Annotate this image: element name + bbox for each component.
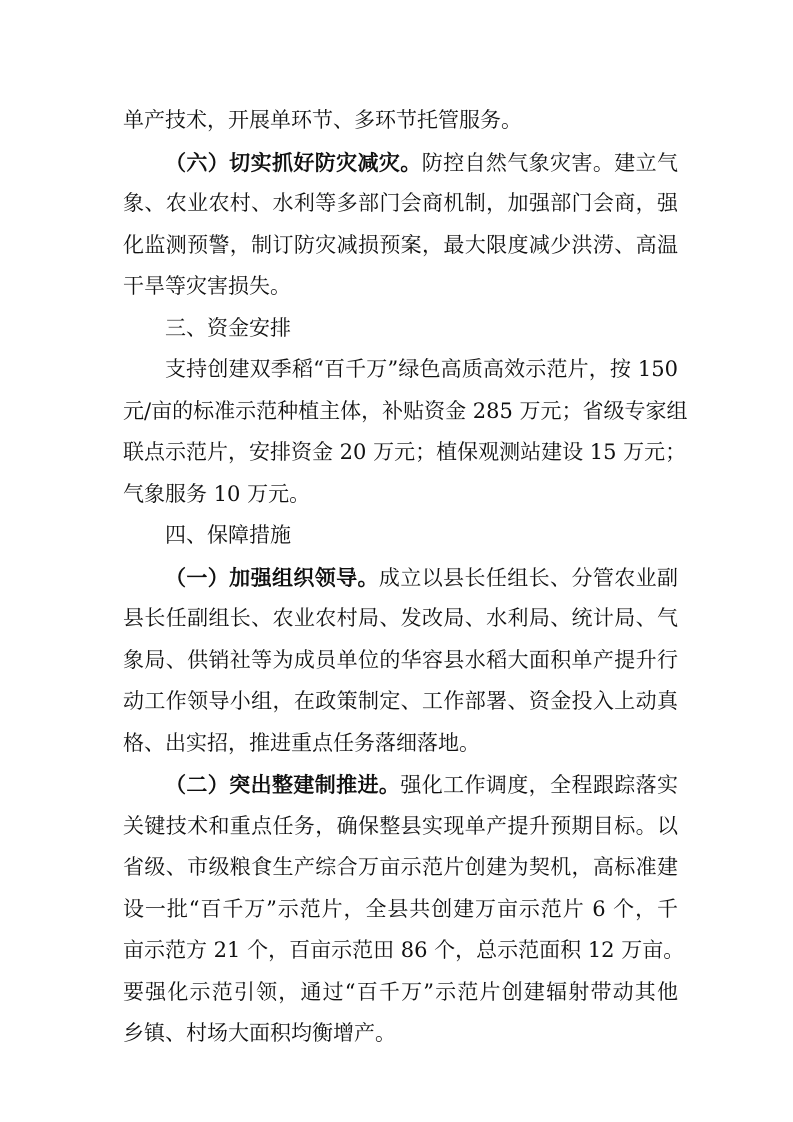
paragraph-text: 强化工作调度，全程跟踪落实 <box>400 773 679 797</box>
paragraph-line: 关键技术和重点任务，确保整县实现单产提升预期目标。以 <box>123 813 678 838</box>
section-heading: 三、资金安排 <box>165 315 291 340</box>
paragraph-line: 乡镇、村场大面积均衡增产。 <box>123 1021 396 1045</box>
paragraph-line: 格、出实招，推进重点任务落细落地。 <box>123 730 480 755</box>
paragraph-line: 设一批“百千万”示范片，全县共创建万亩示范片 6 个，千 <box>123 896 678 921</box>
paragraph-text: 防控自然气象灾害。建立气 <box>421 150 679 175</box>
paragraph-first-line <box>123 142 678 184</box>
paragraph-line: 单产技术，开展单环节、多环节托管服务。 <box>123 108 522 132</box>
paragraph-text: 成立以县长任组长、分管农业副 <box>378 565 679 590</box>
section-heading: 四、保障措施 <box>165 523 291 547</box>
paragraph-line: 联点示范片，安排资金 20 万元；植保观测站建设 15 万元； <box>123 440 687 464</box>
paragraph-line: 要强化示范引领，通过“百千万”示范片创建辐射带动其他 <box>123 979 678 1004</box>
paragraph-first-line <box>123 764 678 806</box>
paragraph-line: 象、农业农村、水利等多部门会商机制，加强部门会商，强 <box>123 191 678 215</box>
paragraph-lead: （二）突出整建制推进。 <box>165 772 401 797</box>
paragraph-lead: （一）加强组织领导。 <box>165 564 379 590</box>
paragraph-line: 气象服务 10 万元。 <box>123 481 311 506</box>
paragraph-lead: （六）切实抓好防灾减灾。 <box>165 149 422 175</box>
document-body <box>123 100 688 1055</box>
paragraph-line: 省级、市级粮食生产综合万亩示范片创建为契机，高标准建 <box>123 855 678 879</box>
paragraph-line: 象局、供销社等为成员单位的华容县水稻大面积单产提升行 <box>123 647 678 672</box>
paragraph-line: 县长任副组长、农业农村局、发改局、水利局、统计局、气 <box>123 606 678 630</box>
paragraph-line: 动工作领导小组，在政策制定、工作部署、资金投入上动真 <box>123 689 678 713</box>
paragraph-line: 干旱等灾害损失。 <box>123 274 291 298</box>
paragraph-line: 亩示范方 21 个，百亩示范田 86 个，总示范面积 12 万亩。 <box>123 938 685 962</box>
paragraph-first-line <box>123 557 678 599</box>
paragraph-first-line: 支持创建双季稻“百千万”绿色高质高效示范片，按 150 <box>165 357 678 381</box>
paragraph-line: 化监测预警，制订防灾减损预案，最大限度减少洪涝、高温 <box>123 232 678 257</box>
paragraph-line: 元/亩的标准示范种植主体，补贴资金 285 万元；省级专家组 <box>123 398 688 423</box>
